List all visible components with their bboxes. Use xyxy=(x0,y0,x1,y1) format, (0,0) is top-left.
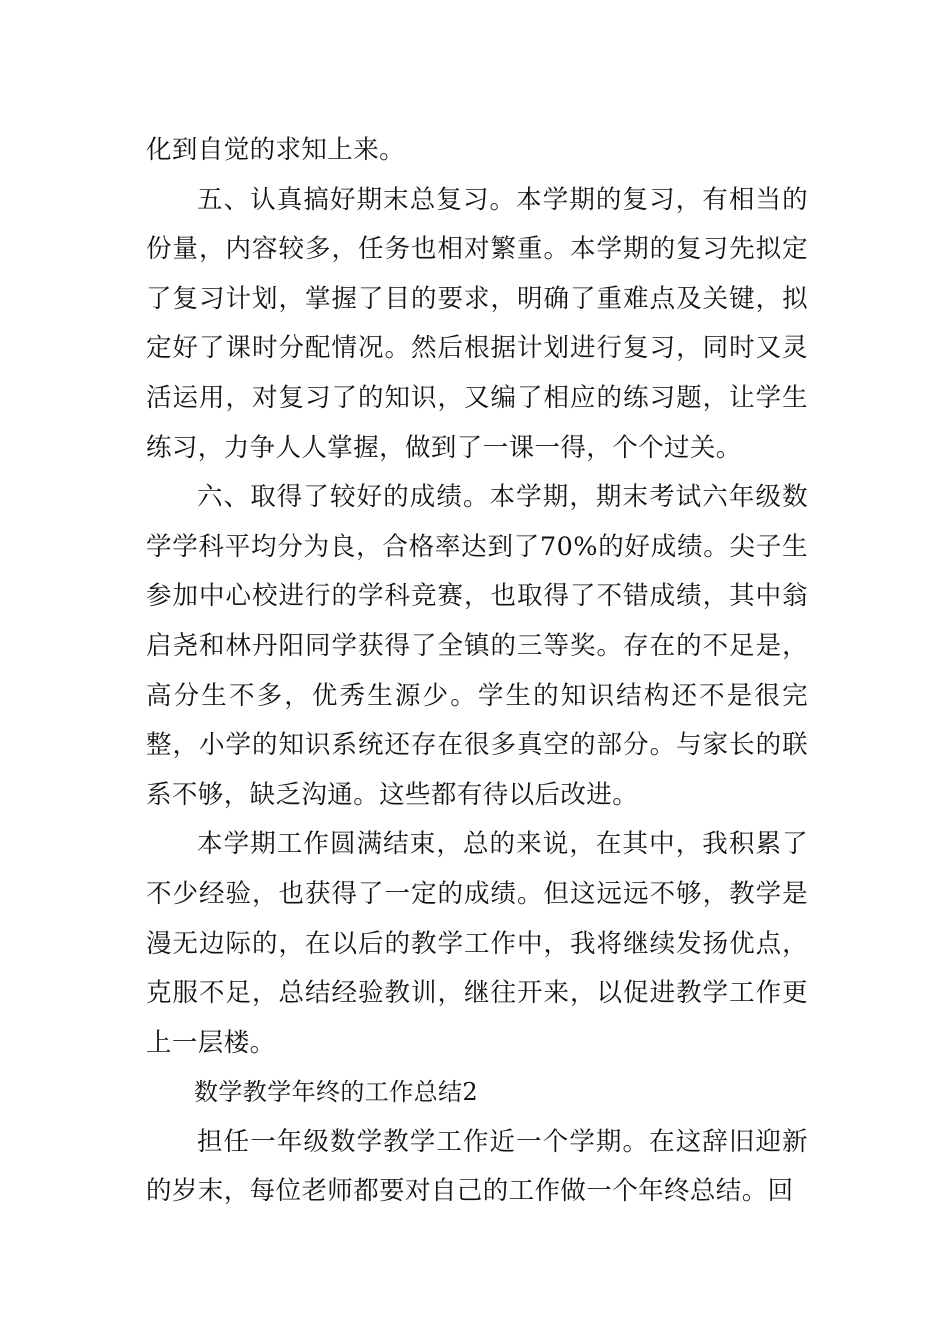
document-body xyxy=(146,126,808,1217)
section-heading: 数学教学年终的工作总结2 xyxy=(194,1078,479,1107)
paragraph-intro: 担任一年级数学教学工作近一个学期。在这辞旧迎新的岁末，每位老师都要对自己的工作做一个年终总结。回 xyxy=(146,1126,808,1207)
paragraph-continuation: 化到自觉的求知上来。 xyxy=(146,135,406,165)
paragraph-conclusion: 本学期工作圆满结束，总的来说，在其中，我积累了不少经验，也获得了一定的成绩。但这远远不够，教学是漫无边际的，在以后的教学工作中，我将继续发扬优点，克服不足，总结经验教训，继往开来，以促进教学工作更上一层楼。 xyxy=(146,829,808,1058)
paragraph-final-review: 五、认真搞好期末总复习。本学期的复习，有相当的份量，内容较多，任务也相对繁重。本学期的复习先拟定了复习计划，掌握了目的要求，明确了重难点及关键，拟定好了课时分配情况。然后根据计划进行复习，同时又灵活运用，对复习了的知识，又编了相应的练习题，让学生练习，力争人人掌握，做到了一课一得，个个过关。 xyxy=(146,184,808,463)
paragraph-results: 六、取得了较好的成绩。本学期，期末考试六年级数学学科平均分为良，合格率达到了70%的好成绩。尖子生参加中心校进行的学科竞赛，也取得了不错成绩，其中翁启尧和林丹阳同学获得了全镇的三等奖。存在的不足是，高分生不多，优秀生源少。学生的知识结构还不是很完整，小学的知识系统还存在很多真空的部分。与家长的联系不够，缺乏沟通。这些都有待以后改进。 xyxy=(146,482,808,810)
